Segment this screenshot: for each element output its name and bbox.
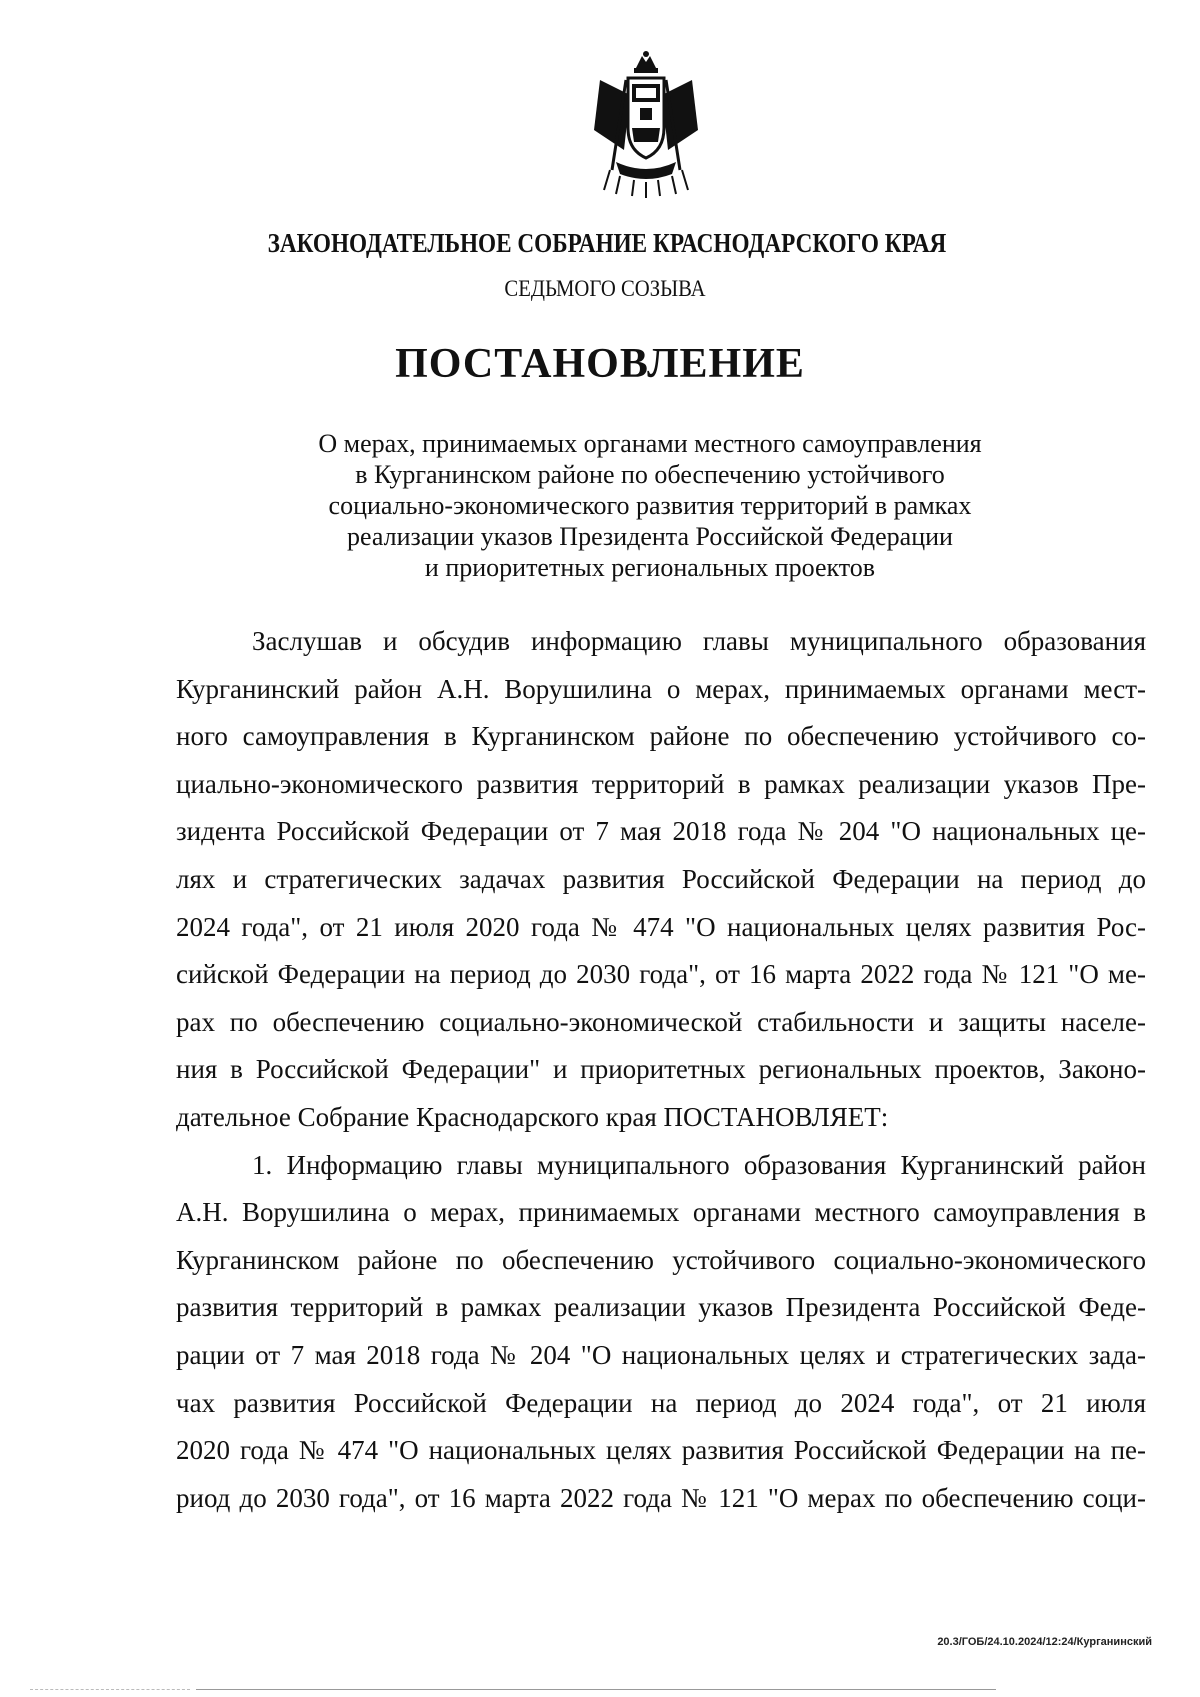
body-line: чах развития Российской Федерации на период до 2024 года", от 21 июля — [176, 1387, 1146, 1418]
body-line: ного самоуправления в Курганинском районе по обеспечению устойчивого со- — [176, 721, 1146, 752]
resolution-body — [176, 618, 1146, 1522]
body-line: Курганинский район А.Н. Ворушилина о мерах, принимаемых органами мест- — [176, 673, 1146, 704]
body-line: зидента Российской Федерации от 7 мая 2018 года № 204 "О национальных це- — [176, 816, 1146, 847]
body-line: риод до 2030 года", от 16 марта 2022 года № 121 "О мерах по обеспечению соци- — [176, 1482, 1146, 1513]
page-edge-dashes — [30, 1689, 190, 1690]
body-line: лях и стратегических задачах развития Российской Федерации на период до — [176, 863, 1146, 894]
body-line: рации от 7 мая 2018 года № 204 "О национальных целях и стратегических зада- — [176, 1339, 1146, 1370]
subject-line: реализации указов Президента Российской Федерации — [347, 522, 953, 551]
body-line: 2020 года № 474 "О национальных целях развития Российской Федерации на пе- — [176, 1435, 1146, 1466]
subject-line: в Курганинском районе по обеспечению устойчивого — [355, 460, 945, 489]
body-line: А.Н. Ворушилина о мерах, принимаемых органами местного самоуправления в — [176, 1197, 1146, 1228]
body-line: развития территорий в рамках реализации указов Президента Российской Феде- — [176, 1292, 1146, 1323]
resolution-subject — [250, 428, 1050, 583]
convocation-label: СЕДЬМОГО СОЗЫВА — [504, 276, 706, 301]
body-line: 2024 года", от 21 июля 2020 года № 474 "О национальных целях развития Рос- — [176, 911, 1146, 942]
document-type-title: ПОСТАНОВЛЕНИЕ — [395, 341, 805, 387]
coat-of-arms-icon — [586, 50, 706, 200]
subject-line: и приоритетных региональных проектов — [424, 553, 876, 582]
body-line: циально-экономического развития территорий в рамках реализации указов Пре- — [176, 768, 1146, 799]
body-line: Курганинском районе по обеспечению устойчивого социально-экономического — [176, 1244, 1146, 1275]
body-line: дательное Собрание Краснодарского края ПОСТАНОВЛЯЕТ: — [176, 1101, 889, 1132]
body-line: Заслушав и обсудив информацию главы муниципального образования — [252, 626, 1146, 656]
body-line: сийской Федерации на период до 2030 года", от 16 марта 2022 года № 121 "О ме- — [176, 959, 1146, 990]
subject-line: О мерах, принимаемых органами местного самоуправления — [318, 429, 982, 458]
page-edge-rule — [196, 1689, 996, 1690]
subject-line: социально-экономического развития территорий в рамках — [328, 491, 972, 520]
registration-code: 20.3/ГОБ/24.10.2024/12:24/Курганинский — [937, 1636, 1152, 1648]
body-line: рах по обеспечению социально-экономической стабильности и защиты населе- — [176, 1006, 1146, 1037]
body-line: 1. Информацию главы муниципального образования Курганинский район — [252, 1149, 1146, 1180]
organization-name: ЗАКОНОДАТЕЛЬНОЕ СОБРАНИЕ КРАСНОДАРСКОГО КРАЯ — [267, 228, 947, 258]
body-line: ния в Российской Федерации" и приоритетных региональных проектов, Законо- — [176, 1054, 1146, 1085]
